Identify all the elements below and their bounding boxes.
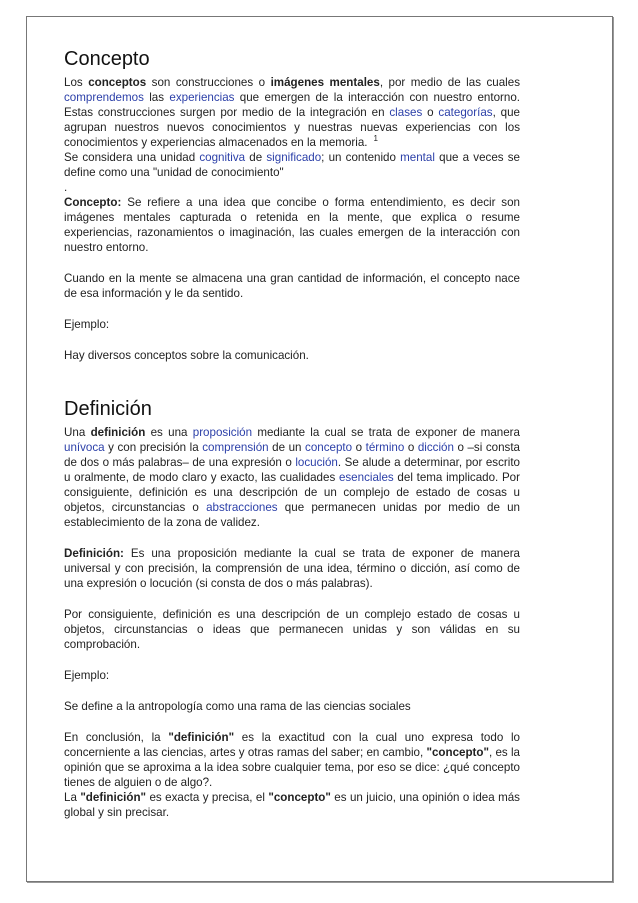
link-locucion[interactable]: locución [295, 456, 338, 469]
paragraph-definicion-conclusion: En conclusión, la "definición" es la exactitud con la cual uno expresa todo lo concerniente a las ciencias, artes y otras ramas del saber; en cambio, "concepto", es la opinión que se aproxima a la idea sobre cualquier tema, por eso se dice: ¿qué concepto tienes de alguien o de algo?. [64, 731, 521, 789]
paragraph-concepto-ejemplo-label: Ejemplo: [64, 318, 110, 331]
link-comprension[interactable]: comprensión [202, 441, 269, 454]
dot-line: . [64, 181, 68, 194]
label-definicion: Definición: [64, 547, 124, 560]
paragraph-definicion-consiguiente: Por consiguiente, definición es una descripción de un complejo estado de cosas u objetos, circunstancias o ideas que permanecen unidas y son válidas en su comprobación. [64, 608, 520, 651]
link-comprendemos[interactable]: comprendemos [64, 91, 144, 104]
paragraph-concepto-informacion: Cuando en la mente se almacena una gran cantidad de información, el concepto nace de esa información y le da sentido. [64, 272, 520, 300]
link-categorias[interactable]: categorías [438, 106, 493, 119]
link-diccion[interactable]: dicción [417, 441, 454, 454]
link-abstracciones[interactable]: abstracciones [206, 501, 278, 514]
term-conceptos: conceptos [88, 76, 147, 89]
paragraph-definicion-final: La "definición" es exacta y precisa, el "concepto" es un juicio, una opinión o idea más global y sin precisar. [64, 791, 520, 819]
document-content [64, 47, 520, 820]
link-significado[interactable]: significado [266, 151, 322, 164]
link-esenciales[interactable]: esenciales [338, 471, 394, 484]
heading-concepto: Concepto [64, 48, 150, 70]
link-univoca[interactable]: unívoca [64, 441, 105, 454]
link-experiencias[interactable]: experiencias [169, 91, 235, 104]
link-proposicion[interactable]: proposición [192, 426, 253, 439]
heading-definicion: Definición [64, 398, 152, 420]
paragraph-concepto-ejemplo: Hay diversos conceptos sobre la comunicación. [64, 349, 309, 362]
term-definicion: definición [90, 426, 146, 439]
link-cognitiva[interactable]: cognitiva [199, 151, 246, 164]
link-concepto[interactable]: concepto [305, 441, 353, 454]
paragraph-definicion-ejemplo: Se define a la antropología como una rama de las ciencias sociales [64, 700, 411, 713]
paragraph-definicion-intro: Una definición es una proposición mediante la cual se trata de exponer de manera unívoca y con precisión la comprensión de un concepto o término o dicción o –si consta de dos o más palabras– de una expresión o locución. Se alude a determinar, por escrito u oralmente, de modo claro y exacto, las cualidades esenciales del tema implicado. Por consiguiente, definición es una descripción de un complejo de estado de cosas u objetos, circunstancias o abstracciones que permanecen unidas por medio de un establecimiento de la zona de validez. [64, 426, 520, 529]
link-clases[interactable]: clases [389, 106, 423, 119]
link-mental[interactable]: mental [400, 151, 435, 164]
paragraph-definicion-ejemplo-label: Ejemplo: [64, 669, 110, 682]
paragraph-concepto-definition: Concepto: Se refiere a una idea que concibe o forma entendimiento, es decir son imágenes mentales capturada o retenida en la mente, que explica o resume experiencias, razonamientos o imaginación, las cuales emergen de la interacción con nuestro entorno. [64, 196, 520, 254]
term-imagenes-mentales: imágenes mentales [270, 76, 380, 89]
footnote-marker[interactable]: 1 [373, 134, 378, 144]
link-termino[interactable]: término [365, 441, 405, 454]
label-concepto: Concepto: [64, 196, 122, 209]
paragraph-concepto-intro: Los conceptos son construcciones o imágenes mentales, por medio de las cuales comprendemos las experiencias que emergen de la interacción con nuestro entorno. Estas construcciones surgen por medio de la integración en clases o categorías, que agrupan nuestros nuevos conocimientos y nuestras nuevas experiencias con los conocimientos y experiencias almacenados en la memoria. $^1$ [64, 76, 521, 149]
paragraph-concepto-unidad: Se considera una unidad cognitiva de significado; un contenido mental que a veces se define como una "unidad de conocimiento" [64, 151, 520, 179]
paragraph-definicion-definition: Definición: Es una proposición mediante la cual se trata de exponer de manera universal y con precisión, la comprensión de una idea, término o dicción, así como de una expresión o locución (si consta de dos o más palabras). [64, 547, 520, 590]
